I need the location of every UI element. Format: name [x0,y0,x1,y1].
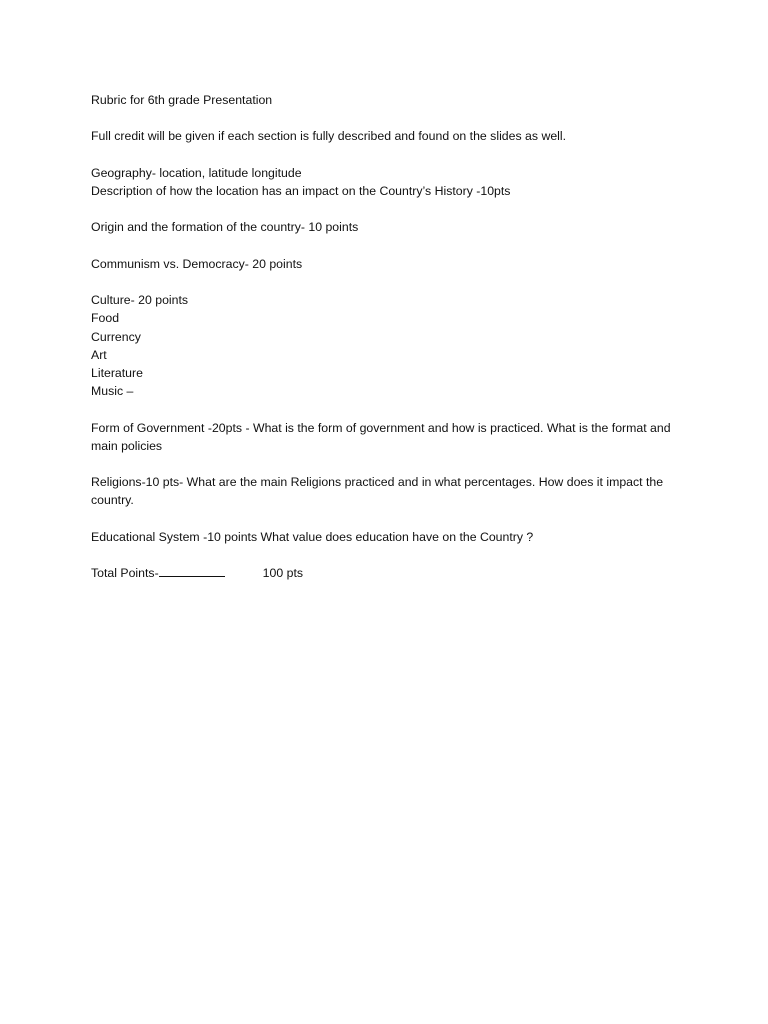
communism-section: Communism vs. Democracy- 20 points [91,256,303,271]
education-section: Educational System -10 points What value does education have on the Country ? [91,529,534,544]
geography-section [91,164,691,200]
culture-heading: Culture- 20 points [91,293,189,308]
total-points-value: 100 pts [262,566,304,581]
document-body [91,91,691,582]
geography-heading: Geography- location, latitude longitude [91,165,302,180]
culture-item-music: Music – [91,384,134,399]
culture-item-literature: Literature [91,365,143,380]
intro-text: Full credit will be given if each section is fully described and found on the slides as well. [91,129,567,144]
culture-item-art: Art [91,347,107,362]
geography-description: Description of how the location has an impact on the Country’s History -10pts [91,183,511,198]
culture-section [91,291,691,400]
culture-item-currency: Currency [91,329,141,344]
government-section: Form of Government -20pts - What is the form of government and how is practiced. What is the format and main policies [91,420,671,453]
document-title: Rubric for 6th grade Presentation [91,93,273,107]
culture-item-food: Food [91,311,120,326]
total-points-blank [159,564,225,577]
total-points-label: Total Points- [91,566,159,581]
total-points-row [91,564,691,582]
origin-section: Origin and the formation of the country- 10 points [91,220,359,235]
religions-section: Religions-10 pts- What are the main Religions practiced and in what percentages. How does it impact the country. [91,475,664,508]
